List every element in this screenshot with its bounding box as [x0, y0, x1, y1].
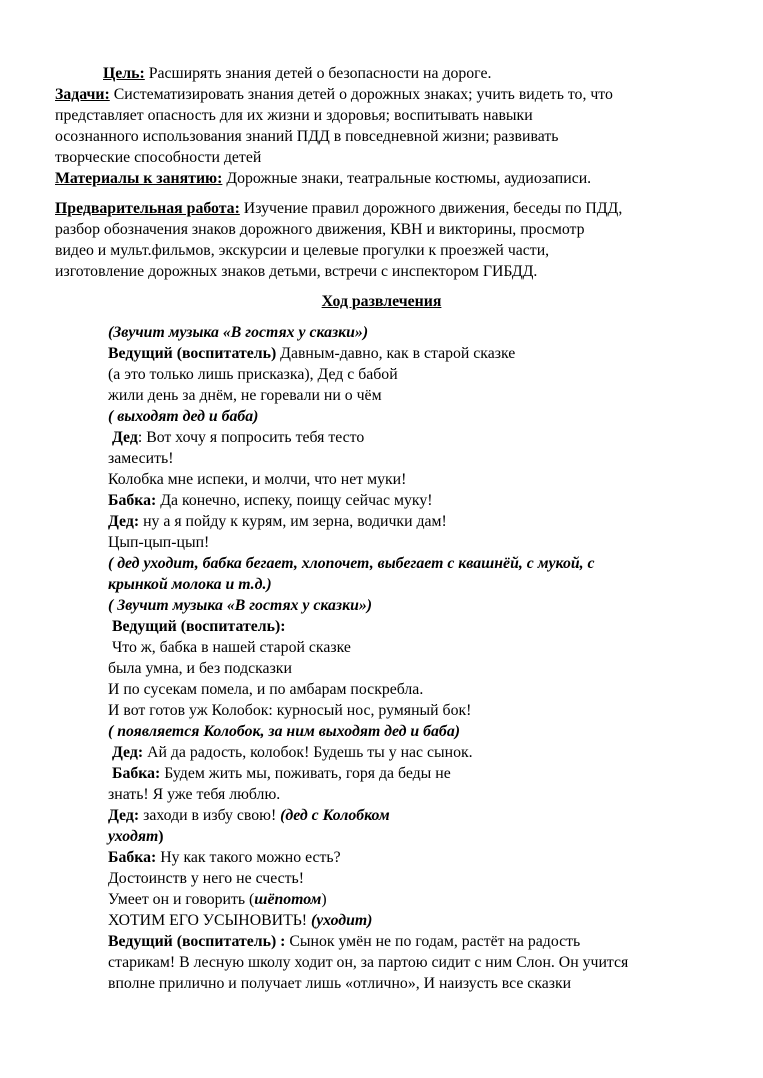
- section-title: Ход развлечения: [321, 293, 442, 310]
- speaker-host: Ведущий (воспитатель) :: [108, 933, 286, 950]
- line-text: ): [158, 828, 164, 845]
- script-line-6: [112, 428, 364, 449]
- tasks-line-1: [55, 85, 613, 106]
- script-line-11: Цып-цып-цып!: [108, 534, 210, 551]
- prep-line-1: [55, 199, 622, 220]
- line-text: заходи в избу свою!: [139, 807, 281, 824]
- speaker-grandpa: Дед:: [112, 744, 144, 761]
- script-line-9: [108, 491, 433, 512]
- line-text: Умеет он и говорить (: [108, 891, 255, 908]
- materials-text: Дорожные знаки, театральные костюмы, аудиозаписи.: [222, 170, 592, 187]
- tasks-text: Систематизировать знания детей о дорожных знаках; учить видеть то, что: [109, 86, 613, 103]
- script-line-5: ( выходят дед и баба): [108, 408, 259, 425]
- prep-label: Предварительная работа:: [55, 200, 240, 217]
- stage-direction: шёпотом: [254, 891, 322, 908]
- script-line-26: [108, 848, 341, 869]
- speaker-host: Ведущий (воспитатель): [108, 345, 277, 362]
- goal-text: Расширять знания детей о безопасности на дороге.: [144, 65, 492, 82]
- script-line-29: [108, 911, 372, 932]
- script-line-12: ( дед уходит, бабка бегает, хлопочет, выбегает с квашнёй, с мукой, с: [108, 555, 595, 572]
- line-text: Да конечно, испеку, поищу сейчас муку!: [156, 492, 433, 509]
- line-text: Сынок умён не по годам, растёт на радость: [285, 933, 581, 950]
- script-line-20: ( появляется Колобок, за ним выходят дед и баба): [108, 723, 460, 740]
- materials-label: Материалы к занятию:: [55, 170, 223, 187]
- prep-line-2: разбор обозначения знаков дорожного движения, КВН и викторины, просмотр: [55, 221, 585, 238]
- line-text-end: ): [321, 891, 327, 908]
- script-line-21: [112, 743, 473, 764]
- script-line-14: ( Звучит музыка «В гостях у сказки»): [108, 597, 373, 614]
- script-line-17: была умна, и без подсказки: [108, 660, 292, 677]
- script-line-15: Ведущий (воспитатель):: [112, 618, 286, 635]
- materials-line: [55, 169, 591, 190]
- script-line-24: [108, 806, 390, 827]
- stage-direction: (дед с Колобком: [280, 807, 390, 824]
- tasks-line-2: представляет опасность для их жизни и здоровья; воспитывать навыки: [55, 107, 533, 124]
- goal-line: [103, 64, 491, 85]
- script-line-18: И по сусекам помела, и по амбарам поскребла.: [108, 681, 424, 698]
- script-line-28: [108, 890, 327, 911]
- stage-direction: уходят: [108, 828, 159, 845]
- script-line-10: [108, 512, 447, 533]
- script-line-8: Колобка мне испеки, и молчи, что нет муки!: [108, 471, 407, 488]
- prep-line-4: изготовление дорожных знаков детьми, встречи с инспектором ГИБДД.: [55, 263, 538, 280]
- script-line-7: замесить!: [108, 450, 174, 467]
- prep-line-3: видео и мульт.фильмов, экскурсии и целевые прогулки к проезжей части,: [55, 242, 550, 259]
- speaker-grandma: Бабка:: [108, 492, 157, 509]
- line-text: Будем жить мы, поживать, горя да беды не: [160, 765, 451, 782]
- line-text: Давным-давно, как в старой сказке: [276, 345, 516, 362]
- goal-label: Цель:: [103, 65, 145, 82]
- script-line-25: [108, 827, 164, 848]
- speaker-grandma: Бабка:: [108, 849, 157, 866]
- script-line-13: крынкой молока и т.д.): [108, 576, 272, 593]
- script-line-27: Достоинств у него не счесть!: [108, 870, 304, 887]
- line-text: Ну как такого можно есть?: [156, 849, 341, 866]
- script-line-22: [112, 764, 451, 785]
- script-line-1: (Звучит музыка «В гостях у сказки»): [108, 324, 369, 341]
- script-line-3: (а это только лишь присказка), Дед с бабой: [108, 366, 398, 383]
- tasks-line-4: творческие способности детей: [55, 149, 262, 166]
- script-line-19: И вот готов уж Колобок: курносый нос, румяный бок!: [108, 702, 472, 719]
- script-line-23: знать! Я уже тебя люблю.: [108, 786, 281, 803]
- script-line-16: Что ж, бабка в нашей старой сказке: [112, 639, 351, 656]
- tasks-line-3: осознанного использования знаний ПДД в повседневной жизни; развивать: [55, 128, 559, 145]
- speaker-grandpa: Дед: [112, 429, 138, 446]
- stage-direction: (уходит): [311, 912, 373, 929]
- line-text: ну а я пойду к курям, им зерна, водички дам!: [139, 513, 447, 530]
- prep-text: Изучение правил дорожного движения, беседы по ПДД,: [239, 200, 623, 217]
- tasks-label: Задачи:: [55, 86, 110, 103]
- script-line-4: жили день за днём, не горевали ни о чём: [108, 387, 382, 404]
- speaker-grandma: Бабка:: [112, 765, 161, 782]
- speaker-grandpa: Дед:: [108, 807, 140, 824]
- line-text: Ай да радость, колобок! Будешь ты у нас сынок.: [143, 744, 473, 761]
- script-line-30: [108, 932, 580, 953]
- script-line-2: [108, 344, 515, 365]
- script-line-32: вполне прилично и получает лишь «отлично», И наизусть все сказки: [108, 975, 572, 992]
- line-text: ХОТИМ ЕГО УСЫНОВИТЬ!: [108, 912, 311, 929]
- script-line-31: старикам! В лесную школу ходит он, за партою сидит с ним Слон. Он учится: [108, 954, 629, 971]
- speaker-grandpa: Дед:: [108, 513, 140, 530]
- line-text: : Вот хочу я попросить тебя тесто: [137, 429, 365, 446]
